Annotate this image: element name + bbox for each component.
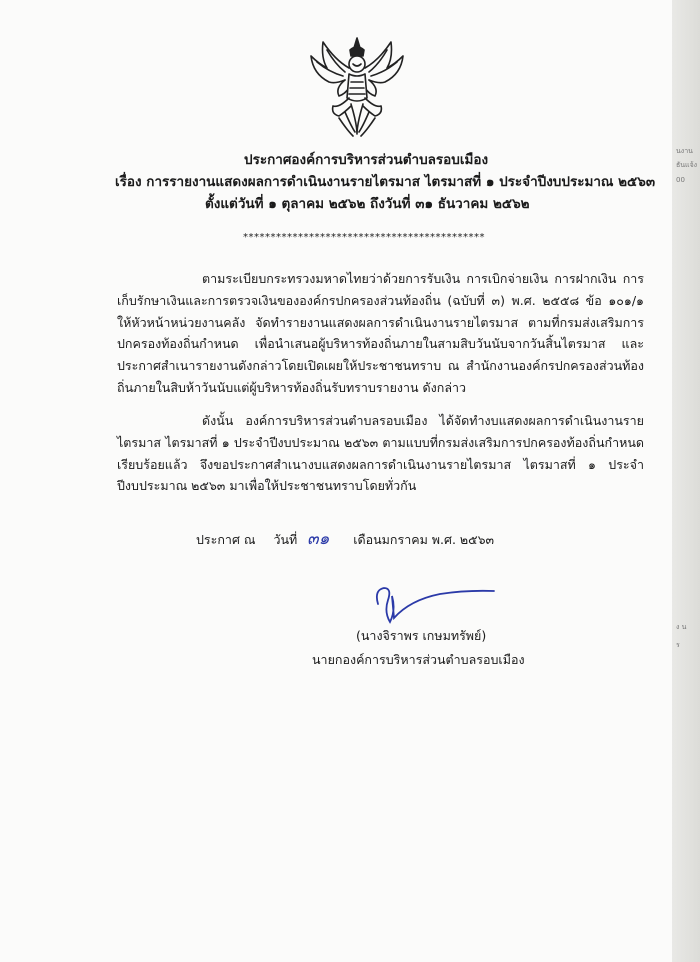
signer-position: นายกองค์การบริหารส่วนตำบลรอบเมือง xyxy=(312,652,525,667)
signature-mark xyxy=(370,578,500,628)
edge-fragment: ร xyxy=(676,641,680,649)
subject-line: เรื่อง การรายงานแสดงผลการดำเนินงานรายไตรมาส ไตรมาสที่ ๑ ประจำปีงบประมาณ ๒๕๖๓ xyxy=(115,174,656,190)
edge-fragment: นงาน xyxy=(676,147,693,155)
day-label: วันที่ xyxy=(273,532,298,547)
edge-fragment: ง น xyxy=(676,623,687,631)
handwritten-day: ๓๑ xyxy=(307,529,330,549)
month-year: เดือนมกราคม พ.ศ. ๒๕๖๓ xyxy=(353,532,495,547)
garuda-emblem-icon xyxy=(305,34,409,140)
paragraph-announcement: ดังนั้น องค์การบริหารส่วนตำบลรอบเมือง ได้จัดทำงบแสดงผลการดำเนินงานรายไตรมาส ไตรมาสที่ ๑ ประจำปีงบประมาณ ๒๕๖๓ ตามแบบที่กรมส่งเสริมการปกครองท้องถิ่นกำหนดเรียบร้อยแล้ว จึงขอประกาศสำเนางบแสดงผลการดำเนินงานรายไตรมาส ไตรมาสที่ ๑ ประจำปีงบประมาณ ๒๕๖๓ มาเพื่อให้ประชาชนทราบโดยทั่วกัน xyxy=(117,413,644,494)
signer-name: (นางจิราพร เกษมทรัพย์) xyxy=(356,628,487,643)
announcement-title: ประกาศองค์การบริหารส่วนตำบลรอบเมือง xyxy=(244,152,489,168)
edge-fragment: ธันแจ้ง xyxy=(676,161,698,169)
paragraph-regulation: ตามระเบียบกระทรวงมหาดไทยว่าด้วยการรับเงิน การเบิกจ่ายเงิน การฝากเงิน การเก็บรักษาเงินและการตรวจเงินขององค์กรปกครองส่วนท้องถิ่น (ฉบับที่ ๓) พ.ศ. ๒๕๕๘ ข้อ ๑๐๑/๑ ให้หัวหน้าหน่วยงานคลัง จัดทำรายงานแสดงผลการดำเนินงานรายไตรมาส ตามที่กรมส่งเสริมการปกครองท้องถิ่นกำหนด เพื่อนำเสนอผู้บริหารท้องถิ่นภายในสามสิบวันนับจากวันสิ้นไตรมาส และประกาศสำเนารายงานดังกล่าวโดยเปิดเผยให้ประชาชนทราบ ณ สำนักงานองค์กรปกครองส่วนท้องถิ่นภายในสิบห้าวันนับแต่ผู้บริหารท้องถิ่นรับทราบรายงาน ดังกล่าว xyxy=(117,271,644,395)
edge-fragment: 00 xyxy=(676,176,685,184)
separator-line: ******************************************** xyxy=(243,232,485,243)
announcement-date xyxy=(196,525,494,552)
adjacent-page-edge xyxy=(672,0,700,962)
announcement-prefix: ประกาศ ณ xyxy=(196,532,256,547)
period-line: ตั้งแต่วันที่ ๑ ตุลาคม ๒๕๖๒ ถึงวันที่ ๓๑ ธันวาคม ๒๕๖๒ xyxy=(205,196,530,212)
